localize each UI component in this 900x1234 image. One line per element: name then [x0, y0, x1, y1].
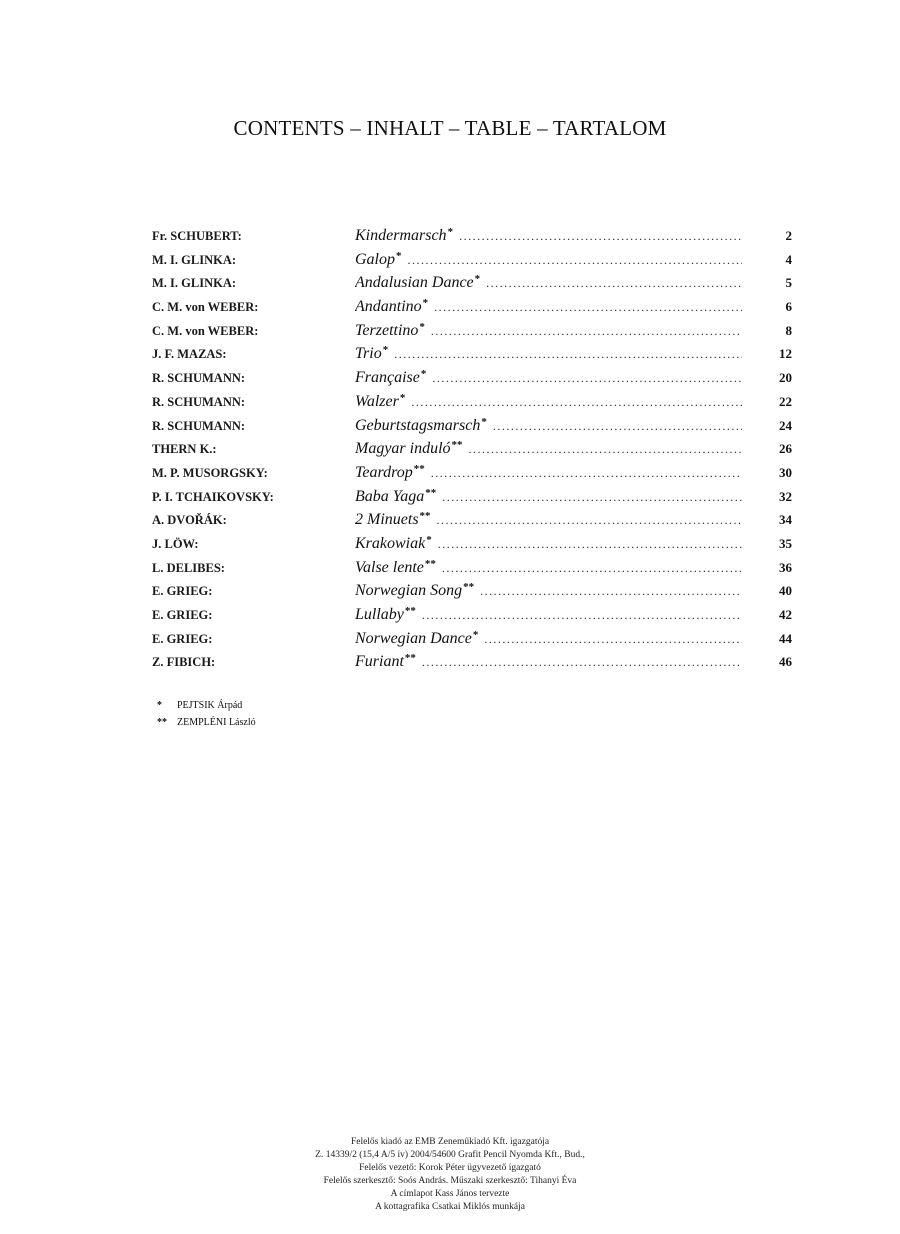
- dot-leader: [431, 324, 742, 339]
- arranger-name: PEJTSIK Árpád: [177, 700, 243, 711]
- page-number: 46: [779, 654, 792, 670]
- arranger-mark: *: [382, 345, 389, 357]
- page-number: 36: [779, 559, 792, 575]
- dot-leader: [438, 537, 742, 552]
- toc-entry: [152, 227, 792, 251]
- page-number: 35: [779, 535, 792, 551]
- page-number: 2: [785, 228, 792, 243]
- work-title: Kindermarsch: [355, 227, 447, 244]
- arranger-mark: **: [451, 440, 463, 452]
- note-symbol: **: [157, 717, 167, 728]
- toc-entry: [152, 606, 792, 630]
- dot-leader: [480, 584, 742, 599]
- work-title: Galop: [355, 250, 395, 268]
- page-number: 4: [785, 251, 792, 267]
- composer-name: J. LÖW:: [152, 536, 199, 551]
- arranger-mark: **: [404, 653, 416, 665]
- arranger-mark: *: [420, 369, 427, 381]
- page-number: 12: [779, 346, 792, 362]
- work-title: Française: [355, 369, 420, 387]
- page-number: 8: [785, 322, 792, 338]
- dot-leader: [422, 608, 742, 623]
- arranger-mark: **: [425, 487, 437, 499]
- toc-entry: [152, 653, 792, 677]
- work-title: 2 Minuets: [355, 511, 419, 529]
- work-cell: [355, 653, 762, 671]
- dot-leader: [486, 276, 742, 291]
- work-cell: [355, 488, 762, 506]
- dot-leader: [434, 300, 742, 315]
- composer-name: E. GRIEG:: [152, 584, 213, 599]
- work-cell: [355, 393, 762, 411]
- toc-entry: [152, 630, 792, 654]
- arranger-mark: *: [419, 321, 425, 333]
- toc-entry: [152, 393, 792, 417]
- work-title: Andalusian Dance: [355, 274, 474, 292]
- page-number: 5: [785, 275, 792, 291]
- toc-entry: [152, 345, 792, 369]
- page-title: CONTENTS – INHALT – TABLE – TARTALOM: [233, 116, 667, 140]
- toc-entry: [152, 251, 792, 275]
- work-title: Baba Yaga: [355, 487, 425, 505]
- toc-entry: [152, 488, 792, 512]
- dot-leader: [411, 395, 742, 410]
- arranger-mark: **: [463, 582, 475, 594]
- arranger-mark: *: [481, 416, 487, 428]
- work-cell: [355, 417, 762, 435]
- toc-entry: [152, 535, 792, 559]
- work-title: Trio: [355, 345, 382, 363]
- arranger-mark: *: [426, 534, 432, 546]
- note-line: [157, 697, 256, 714]
- page-number: 26: [779, 441, 792, 457]
- imprint-line: Felelős szerkesztő: Soós András. Műszaki szerkesztő: Tihanyi Éva: [323, 1176, 577, 1186]
- arranger-mark: *: [447, 227, 454, 238]
- arranger-mark: *: [472, 629, 479, 641]
- dot-leader: [493, 419, 742, 434]
- composer-name: E. GRIEG:: [152, 631, 213, 646]
- note-line: [157, 714, 256, 731]
- work-title: Andantino: [355, 298, 422, 316]
- page-number: 40: [779, 583, 792, 599]
- toc-entry: [152, 417, 792, 441]
- work-cell: [355, 511, 762, 529]
- arranger-mark: **: [404, 606, 416, 617]
- work-cell: [355, 606, 762, 624]
- arranger-notes: [157, 697, 256, 731]
- composer-name: E. GRIEG:: [152, 608, 213, 622]
- imprint-line: A címlapot Kass János tervezte: [390, 1189, 510, 1199]
- dot-leader: [459, 229, 742, 244]
- arranger-mark: **: [419, 511, 431, 523]
- work-cell: [355, 559, 762, 577]
- work-cell: [355, 464, 762, 482]
- work-title: Valse lente: [355, 558, 424, 576]
- toc-entry: [152, 582, 792, 606]
- page-number: 22: [779, 393, 792, 409]
- toc-entry: [152, 274, 792, 298]
- composer-name: P. I. TCHAIKOVSKY:: [152, 489, 274, 504]
- work-cell: [355, 274, 762, 292]
- arranger-mark: *: [399, 392, 406, 404]
- page-number: 44: [779, 630, 792, 646]
- work-title: Teardrop: [355, 463, 413, 481]
- dot-leader: [431, 466, 742, 481]
- imprint-line: A kottagrafika Csatkai Miklós munkája: [375, 1202, 525, 1212]
- toc-entry: [152, 464, 792, 488]
- dot-leader: [469, 442, 742, 457]
- work-cell: [355, 582, 762, 600]
- page-number: 6: [785, 299, 792, 315]
- toc-entry: [152, 322, 792, 346]
- work-title: Krakowiak: [355, 534, 426, 552]
- work-cell: [355, 298, 762, 316]
- dot-leader: [437, 513, 742, 528]
- work-cell: [355, 369, 762, 387]
- composer-name: Z. FIBICH:: [152, 655, 216, 670]
- page-number: 34: [779, 512, 792, 528]
- publisher-imprint: [0, 1136, 900, 1214]
- work-title: Norwegian Song: [355, 582, 463, 600]
- composer-name: Fr. SCHUBERT:: [152, 229, 242, 243]
- work-cell: [355, 345, 762, 363]
- composer-name: C. M. von WEBER:: [152, 300, 259, 315]
- page-number: 30: [779, 464, 792, 480]
- arranger-mark: *: [474, 274, 481, 286]
- work-cell: [355, 251, 762, 269]
- composer-name: M. I. GLINKA:: [152, 276, 237, 291]
- work-cell: [355, 630, 762, 648]
- work-title: Terzettino: [355, 321, 419, 339]
- composer-name: J. F. MAZAS:: [152, 347, 227, 362]
- arranger-mark: **: [424, 558, 436, 570]
- composer-name: A. DVOŘÁK:: [152, 513, 227, 528]
- work-cell: [355, 535, 762, 553]
- toc-entry: [152, 559, 792, 583]
- arranger-mark: *: [422, 298, 429, 310]
- work-title: Magyar induló: [355, 440, 451, 458]
- composer-name: M. P. MUSORGSKY:: [152, 465, 268, 480]
- dot-leader: [408, 253, 743, 268]
- imprint-line: Z. 14339/2 (15,4 A/5 ív) 2004/54600 Grafit Pencil Nyomda Kft., Bud.,: [315, 1150, 585, 1160]
- work-title: Walzer: [355, 392, 399, 410]
- work-title: Lullaby: [355, 606, 404, 623]
- contents-list: [152, 227, 792, 677]
- dot-leader: [442, 490, 742, 505]
- work-cell: [355, 440, 762, 458]
- arranger-name: ZEMPLÉNI László: [177, 717, 256, 728]
- work-cell: [355, 227, 762, 245]
- dot-leader: [432, 371, 742, 386]
- dot-leader: [422, 655, 742, 670]
- arranger-mark: **: [413, 463, 425, 475]
- imprint-line: Felelős kiadó az EMB Zeneműkiadó Kft. igazgatója: [350, 1137, 550, 1147]
- work-title: Norwegian Dance: [355, 629, 472, 647]
- composer-name: R. SCHUMANN:: [152, 371, 246, 386]
- dot-leader: [394, 347, 742, 362]
- page-number: 32: [779, 488, 792, 504]
- note-symbol: *: [157, 700, 162, 711]
- toc-entry: [152, 440, 792, 464]
- composer-name: R. SCHUMANN:: [152, 418, 246, 433]
- toc-entry: [152, 298, 792, 322]
- composer-name: M. I. GLINKA:: [152, 252, 237, 267]
- page-number: 20: [779, 370, 792, 386]
- toc-entry: [152, 511, 792, 535]
- dot-leader: [484, 632, 742, 647]
- work-title: Geburtstagsmarsch: [355, 416, 481, 434]
- imprint-line: Felelős vezető: Korok Péter ügyvezető igazgató: [359, 1163, 541, 1173]
- work-title: Furiant: [355, 653, 404, 671]
- dot-leader: [442, 561, 742, 576]
- composer-name: L. DELIBES:: [152, 560, 225, 575]
- composer-name: C. M. von WEBER:: [152, 323, 259, 338]
- work-cell: [355, 322, 762, 340]
- composer-name: THERN K.:: [152, 442, 217, 457]
- arranger-mark: *: [396, 250, 402, 262]
- page-number: 42: [779, 607, 792, 622]
- composer-name: R. SCHUMANN:: [152, 394, 246, 409]
- toc-entry: [152, 369, 792, 393]
- page-number: 24: [779, 417, 792, 433]
